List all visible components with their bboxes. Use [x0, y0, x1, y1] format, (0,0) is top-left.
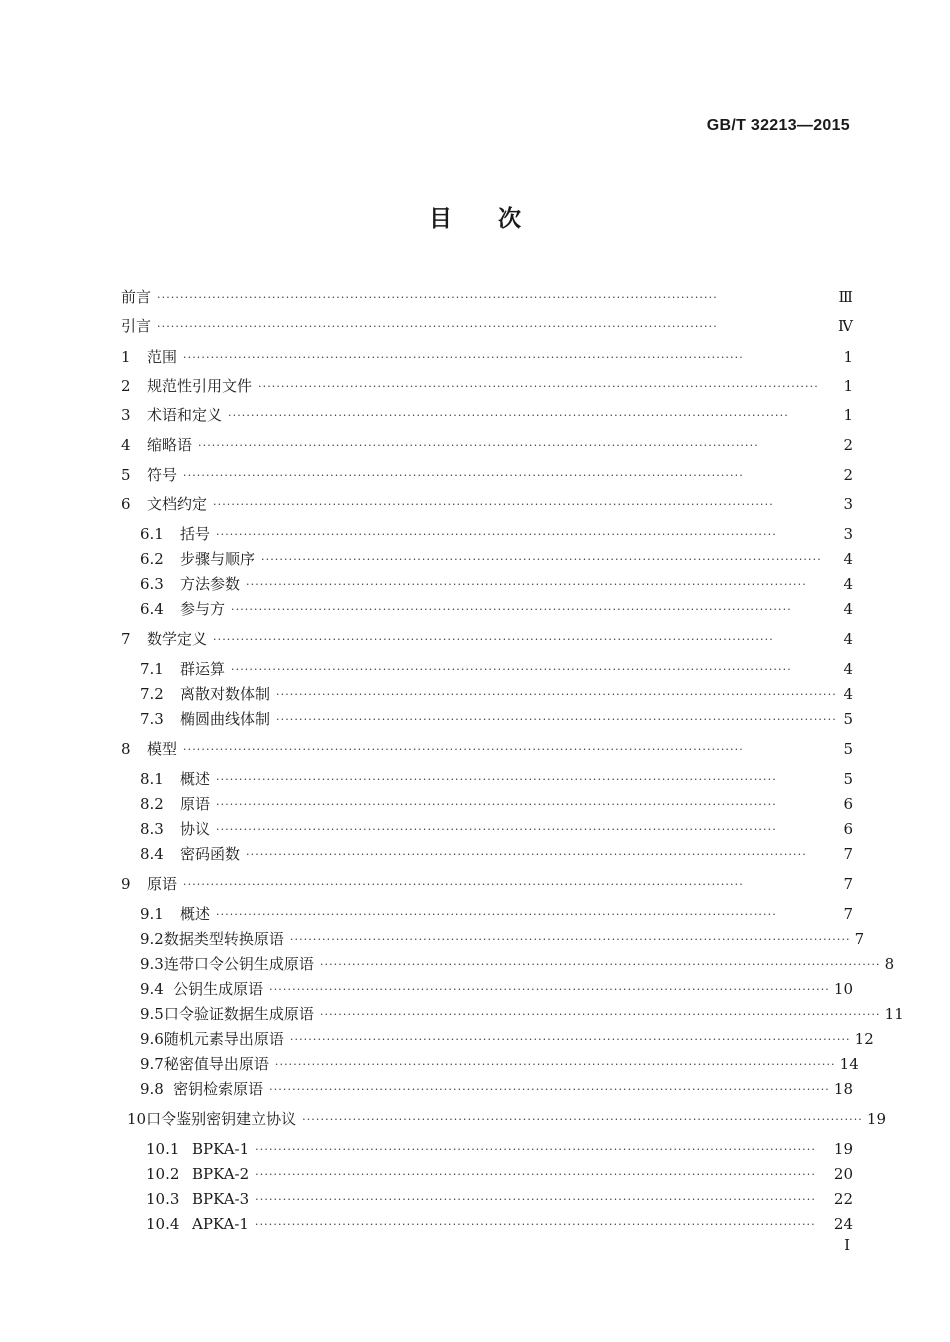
toc-entry-number: 8.4 — [140, 845, 164, 863]
toc-entry-page: 4 — [843, 600, 853, 618]
toc-dot-leader: ·························································································································· — [231, 603, 792, 616]
toc-entry[interactable] — [140, 549, 853, 569]
toc-dot-leader: ·························································································································· — [216, 798, 777, 811]
toc-entry-number: 6.2 — [140, 550, 164, 568]
toc-dot-leader: ·························································································································· — [213, 633, 774, 646]
toc-entry[interactable] — [140, 819, 853, 839]
toc-entry-number: 1 — [121, 348, 131, 366]
toc-entry-page: 5 — [843, 740, 853, 758]
toc-entry-number: 6.4 — [140, 600, 164, 618]
toc-entry-label: BPKA-2 — [192, 1165, 250, 1183]
toc-title-char-1: 目 — [429, 206, 452, 232]
toc-entry-page: 7 — [854, 930, 865, 948]
toc-entry-label: 数学定义 — [147, 630, 208, 648]
toc-entry[interactable] — [140, 659, 853, 679]
toc-entry-label: BPKA-3 — [192, 1190, 250, 1208]
toc-entry-number: 9 — [121, 875, 131, 893]
toc-entry-page: 5 — [843, 770, 853, 788]
toc-dot-leader: ·························································································································· — [255, 1168, 816, 1181]
toc-entry-number: 6.3 — [140, 575, 164, 593]
toc-dot-leader: ·························································································································· — [255, 1143, 816, 1156]
toc-entry-page: 3 — [843, 495, 853, 513]
toc-entry[interactable] — [121, 316, 853, 336]
toc-entry-number: 6.1 — [140, 525, 164, 543]
toc-entry-page: 7 — [843, 905, 853, 923]
toc-entry-page: 7 — [843, 875, 853, 893]
toc-entry-page: 19 — [866, 1110, 886, 1128]
toc-entry-number: 9.1 — [140, 905, 164, 923]
toc-entry[interactable] — [121, 405, 853, 425]
toc-entry-page: 1 — [843, 348, 853, 366]
toc-entry-page: 19 — [833, 1140, 853, 1158]
toc-entry[interactable] — [140, 1054, 859, 1074]
toc-entry-page: 14 — [839, 1055, 859, 1073]
toc-entry-label: 方法参数 — [180, 575, 241, 593]
toc-dot-leader: ·························································································································· — [216, 823, 777, 836]
toc-dot-leader: ·························································································································· — [276, 713, 837, 726]
toc-entry-page: 24 — [833, 1215, 853, 1233]
toc-dot-leader: ·························································································································· — [231, 663, 792, 676]
toc-dot-leader: ·························································································································· — [198, 439, 759, 452]
toc-entry-label: 口令验证数据生成原语 — [163, 1005, 314, 1023]
toc-entry-label: 随机元素导出原语 — [163, 1030, 284, 1048]
toc-dot-leader: ·························································································································· — [216, 908, 777, 921]
toc-entry-label: 规范性引用文件 — [147, 377, 253, 395]
toc-entry-label: 括号 — [180, 525, 211, 543]
toc-entry[interactable] — [140, 954, 895, 974]
toc-entry[interactable] — [140, 844, 853, 864]
toc-entry-label: 符号 — [147, 466, 178, 484]
toc-entry[interactable] — [140, 709, 853, 729]
toc-entry[interactable] — [140, 524, 853, 544]
toc-entry-number: 3 — [121, 406, 131, 424]
toc-entry[interactable] — [140, 929, 865, 949]
toc-entry-number: 5 — [121, 466, 131, 484]
toc-entry-label: APKA-1 — [192, 1215, 249, 1233]
toc-dot-leader: ·························································································································· — [258, 380, 819, 393]
toc-entry-number: 4 — [121, 436, 131, 454]
toc-entry-page: 4 — [843, 660, 853, 678]
toc-entry-label: 密码函数 — [180, 845, 241, 863]
toc-entry-number: 10.4 — [146, 1215, 180, 1233]
toc-dot-leader: ·························································································································· — [269, 1083, 830, 1096]
toc-entry-label: 离散对数体制 — [180, 685, 271, 703]
toc-entry-label: 公钥生成原语 — [173, 980, 264, 998]
toc-dot-leader: ·························································································································· — [302, 1113, 863, 1126]
toc-entry-label: 概述 — [180, 770, 211, 788]
toc-entry-label: 口令鉴别密钥建立协议 — [146, 1110, 297, 1128]
toc-entry-page: 6 — [843, 820, 853, 838]
toc-entry[interactable] — [121, 629, 853, 649]
toc-dot-leader: ·························································································································· — [276, 688, 837, 701]
toc-entry-page: 18 — [833, 1080, 853, 1098]
toc-entry-number: 9.3 — [140, 955, 164, 973]
toc-entry-label: 数据类型转换原语 — [163, 930, 284, 948]
toc-entry-page: 11 — [884, 1005, 904, 1023]
toc-entry-number: 9.5 — [140, 1005, 164, 1023]
toc-entry-page: 1 — [843, 377, 853, 395]
toc-dot-leader: ·························································································································· — [269, 983, 830, 996]
toc-entry-label: BPKA-1 — [192, 1140, 250, 1158]
toc-entry[interactable] — [121, 739, 853, 759]
toc-entry-label: 原语 — [147, 875, 178, 893]
toc-entry-label: 原语 — [180, 795, 211, 813]
toc-entry-label: 椭圆曲线体制 — [180, 710, 271, 728]
toc-entry-page: 2 — [843, 436, 853, 454]
toc-dot-leader: ·························································································································· — [183, 469, 744, 482]
toc-dot-leader: ·························································································································· — [255, 1193, 816, 1206]
toc-entry[interactable] — [140, 574, 853, 594]
toc-dot-leader: ·························································································································· — [183, 351, 744, 364]
toc-entry[interactable] — [146, 1139, 853, 1159]
toc-dot-leader: ·························································································································· — [157, 291, 718, 304]
toc-dot-leader: ·························································································································· — [216, 528, 777, 541]
toc-entry-page: 20 — [833, 1165, 853, 1183]
toc-dot-leader: ·························································································································· — [261, 553, 822, 566]
toc-entry[interactable] — [140, 979, 853, 999]
toc-entry[interactable] — [121, 287, 853, 307]
toc-dot-leader: ·························································································································· — [213, 498, 774, 511]
toc-entry-page: 3 — [843, 525, 853, 543]
toc-entry[interactable] — [146, 1189, 853, 1209]
toc-entry[interactable] — [121, 376, 853, 396]
toc-entry-page: 2 — [843, 466, 853, 484]
toc-entry-number: 10.3 — [146, 1190, 180, 1208]
toc-entry-label: 引言 — [121, 317, 152, 335]
toc-entry-number: 8.3 — [140, 820, 164, 838]
toc-entry-page: 4 — [843, 550, 853, 568]
toc-entry[interactable] — [146, 1214, 853, 1234]
toc-entry[interactable] — [140, 769, 853, 789]
toc-entry-label: 范围 — [147, 348, 178, 366]
toc-entry[interactable] — [140, 1079, 853, 1099]
toc-entry-number: 2 — [121, 377, 131, 395]
toc-entry-number: 10.2 — [146, 1165, 180, 1183]
toc-entry-page: 4 — [843, 685, 853, 703]
toc-entry[interactable] — [140, 1029, 874, 1049]
toc-entry-label: 参与方 — [180, 600, 226, 618]
toc-entry[interactable] — [146, 1164, 853, 1184]
toc-dot-leader: ·························································································································· — [246, 578, 807, 591]
toc-entry-label: 前言 — [121, 288, 152, 306]
toc-entry[interactable] — [121, 874, 853, 894]
toc-entry-page: 8 — [884, 955, 895, 973]
toc-entry[interactable] — [121, 435, 853, 455]
toc-entry-number: 6 — [121, 495, 131, 513]
toc-entry-label: 秘密值导出原语 — [163, 1055, 269, 1073]
toc-entry-label: 概述 — [180, 905, 211, 923]
toc-entry[interactable] — [140, 794, 853, 814]
toc-entry-number: 7.2 — [140, 685, 164, 703]
toc-entry-number: 8.2 — [140, 795, 164, 813]
toc-entry-label: 步骤与顺序 — [180, 550, 256, 568]
toc-entry-page: 10 — [833, 980, 853, 998]
toc-entry-label: 密钥检索原语 — [173, 1080, 264, 1098]
toc-entry-page: 4 — [843, 630, 853, 648]
toc-dot-leader: ·························································································································· — [216, 773, 777, 786]
page-folio: I — [844, 1236, 850, 1254]
toc-dot-leader: ·························································································································· — [289, 1033, 851, 1046]
standard-code: GB/T 32213—2015 — [706, 117, 850, 134]
toc-entry-page: 12 — [854, 1030, 874, 1048]
toc-entry-page: 7 — [843, 845, 853, 863]
toc-entry[interactable] — [140, 599, 853, 619]
toc-dot-leader: ·························································································································· — [183, 743, 744, 756]
toc-dot-leader: ·························································································································· — [274, 1058, 836, 1071]
toc-entry[interactable] — [127, 1109, 886, 1129]
toc-entry-page: 22 — [833, 1190, 853, 1208]
toc-dot-leader: ·························································································································· — [183, 878, 744, 891]
toc-entry-label: 群运算 — [180, 660, 226, 678]
toc-entry-number: 10 — [127, 1110, 147, 1128]
toc-entry[interactable] — [140, 684, 853, 704]
toc-entry-number: 9.8 — [140, 1080, 164, 1098]
toc-entry-number: 7 — [121, 630, 131, 648]
toc-entry[interactable] — [121, 347, 853, 367]
toc-entry-number: 10.1 — [146, 1140, 180, 1158]
toc-entry-page: 1 — [843, 406, 853, 424]
toc-dot-leader: ·························································································································· — [289, 933, 851, 946]
toc-entry-number: 8 — [121, 740, 131, 758]
toc-dot-leader: ·························································································································· — [319, 1008, 881, 1021]
toc-entry-number: 8.1 — [140, 770, 164, 788]
toc-dot-leader: ·························································································································· — [319, 958, 881, 971]
toc-entry-number: 7.3 — [140, 710, 164, 728]
toc-title-char-2: 次 — [498, 206, 521, 232]
toc-dot-leader: ·························································································································· — [246, 848, 807, 861]
toc-entry-page: 6 — [843, 795, 853, 813]
toc-entry-label: 文档约定 — [147, 495, 208, 513]
toc-entry-page: Ⅲ — [838, 288, 853, 306]
toc-entry-page: 5 — [843, 710, 853, 728]
toc-entry-label: 连带口令公钥生成原语 — [163, 955, 314, 973]
toc-entry-number: 7.1 — [140, 660, 164, 678]
toc-entry-number: 9.6 — [140, 1030, 164, 1048]
toc-entry[interactable] — [140, 1004, 904, 1024]
toc-entry-number: 9.7 — [140, 1055, 164, 1073]
toc-entry-page: Ⅳ — [838, 317, 853, 335]
toc-entry[interactable] — [140, 904, 853, 924]
toc-dot-leader: ·························································································································· — [157, 320, 718, 333]
toc-entry-number: 9.4 — [140, 980, 164, 998]
toc-dot-leader: ·························································································································· — [228, 409, 789, 422]
toc-entry[interactable] — [121, 494, 853, 514]
toc-entry-number: 9.2 — [140, 930, 164, 948]
toc-entry[interactable] — [121, 465, 853, 485]
toc-dot-leader: ·························································································································· — [254, 1218, 816, 1231]
toc-entry-page: 4 — [843, 575, 853, 593]
toc-entry-label: 术语和定义 — [147, 406, 223, 424]
toc-entry-label: 协议 — [180, 820, 211, 838]
toc-entry-label: 缩略语 — [147, 436, 193, 454]
toc-entry-label: 模型 — [147, 740, 178, 758]
